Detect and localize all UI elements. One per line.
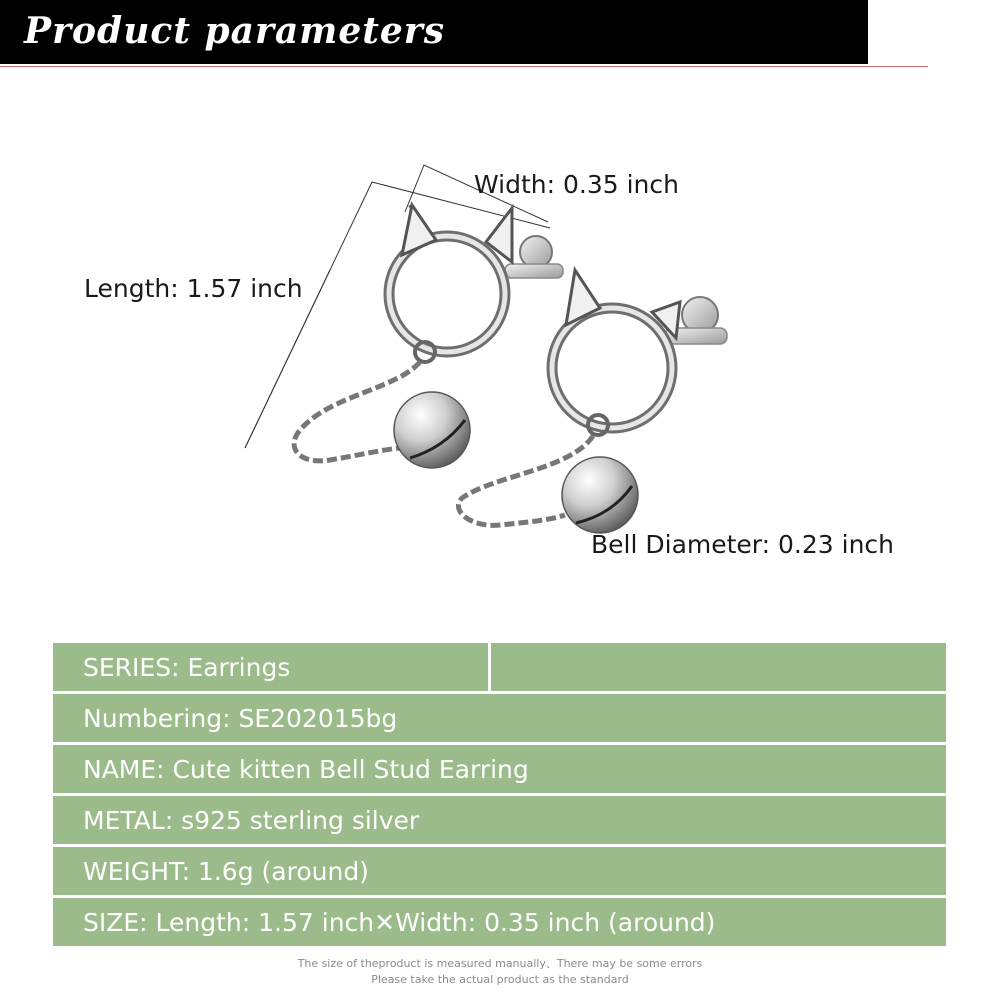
spec-row-metal <box>53 796 946 844</box>
width-label: Width: 0.35 inch <box>474 170 679 199</box>
bell-diameter-label: Bell Diameter: 0.23 inch <box>591 530 895 559</box>
spec-series: SERIES: Earrings <box>83 652 291 682</box>
spec-row-numbering <box>53 694 946 742</box>
spec-row-size <box>53 898 946 946</box>
measurement-note: The size of theproduct is measured manually、There may be some errors <box>297 957 703 970</box>
earring-back <box>294 205 563 468</box>
spec-name: NAME: Cute kitten Bell Stud Earring <box>83 754 529 784</box>
spec-numbering: Numbering: SE202015bg <box>83 703 398 733</box>
spec-weight: WEIGHT: 1.6g (around) <box>83 856 369 886</box>
spec-size: SIZE: Length: 1.57 inch✕Width: 0.35 inch (around) <box>83 907 716 937</box>
row-divider <box>488 643 491 691</box>
spec-table <box>53 643 946 949</box>
spec-row-weight <box>53 847 946 895</box>
standard-note: Please take the actual product as the standard <box>371 973 629 986</box>
page-title: Product parameters <box>24 10 446 52</box>
length-label: Length: 1.57 inch <box>84 274 303 303</box>
spec-row-name <box>53 745 946 793</box>
spec-row-series <box>53 643 946 691</box>
spec-metal: METAL: s925 sterling silver <box>83 805 420 835</box>
